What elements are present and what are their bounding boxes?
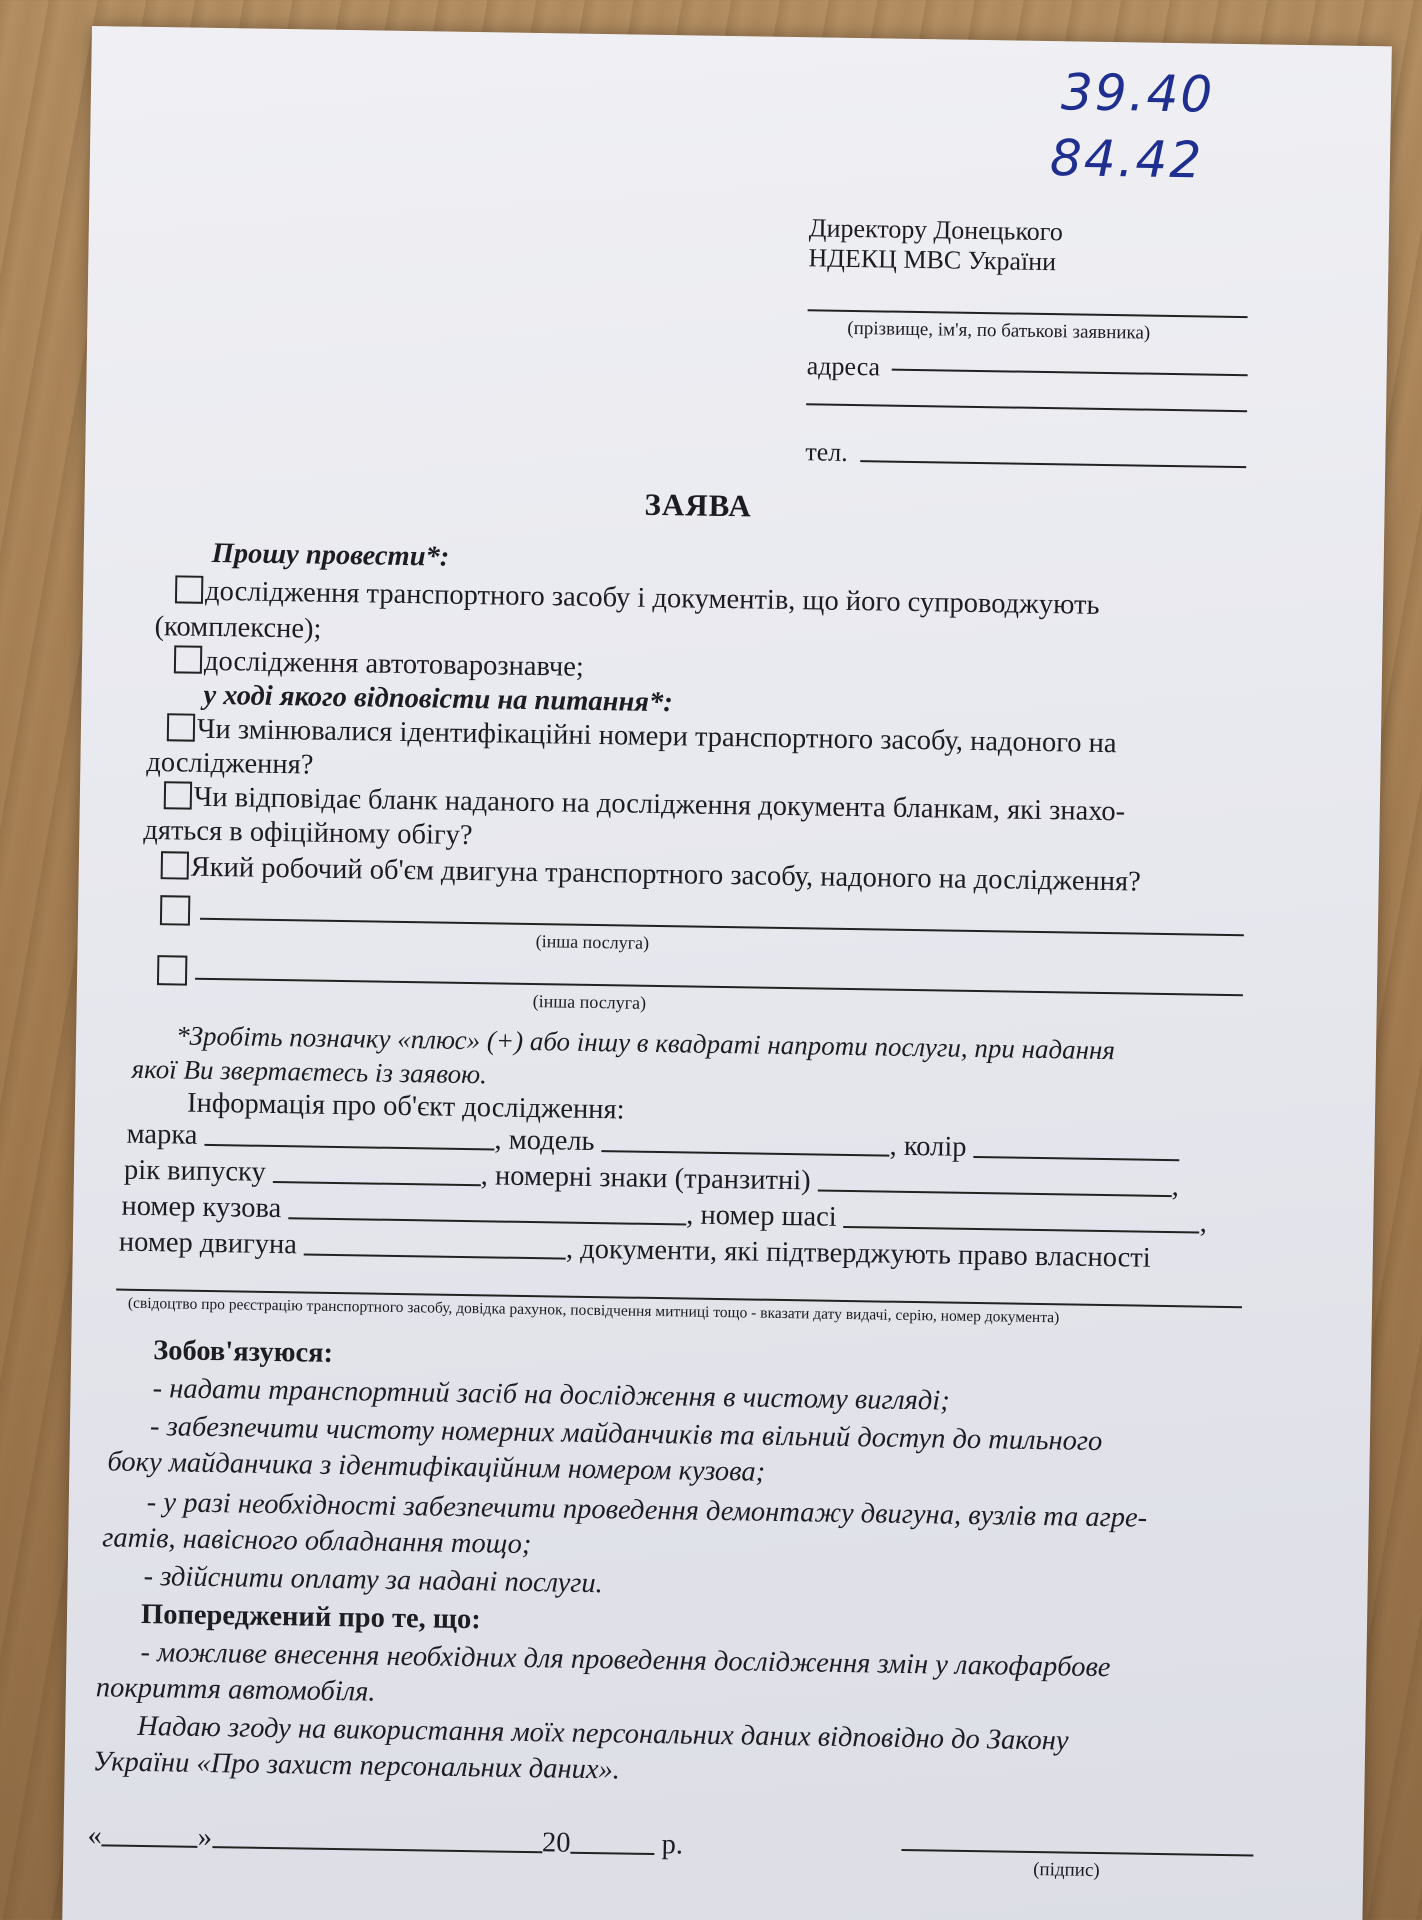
- date-day-field[interactable]: [102, 1822, 198, 1848]
- ownership-docs-caption: (свідоцтво про реєстрацію транспортного засобу, довідка рахунок, посвідчення митниці тощо - вказати дату видачі, серію, номер документа): [127, 1294, 1060, 1327]
- consent-line-2: України «Про захист персональних даних».: [92, 1746, 621, 1786]
- application-form-sheet: [62, 26, 1392, 1920]
- other-service-2-checkbox[interactable]: [157, 955, 187, 985]
- obligation-2-line-2: боку майданчика з ідентифікаційним номером кузова;: [107, 1446, 766, 1488]
- option-appraisal-checkbox[interactable]: [174, 645, 202, 673]
- option-complex-label: дослідження транспортного засобу і документів, що його супроводжують: [204, 575, 1100, 621]
- brand-label: марка: [126, 1118, 198, 1151]
- model-label: , модель: [494, 1124, 595, 1158]
- request-heading: Прошу провести*:: [211, 537, 450, 573]
- obligation-4: - здійснити оплату за надані послуги.: [143, 1561, 604, 1600]
- plates-label: , номерні знаки (транзитні): [480, 1160, 811, 1197]
- date-year-prefix: 20: [541, 1827, 571, 1859]
- color-label: , колір: [889, 1130, 967, 1163]
- engine-number-field[interactable]: [304, 1231, 566, 1259]
- address-label: адреса: [806, 351, 881, 382]
- phone-label: тел.: [805, 437, 849, 467]
- question-vin-changed-checkbox[interactable]: [167, 713, 195, 741]
- other-service-2-caption: (інша послуга): [532, 991, 647, 1013]
- questions-heading: у ході якого відповісти на питання*:: [203, 679, 673, 719]
- question-engine-volume: [161, 849, 1142, 900]
- warning-line-2: покриття автомобіля.: [95, 1672, 376, 1708]
- other-service-2-line[interactable]: [195, 978, 1243, 996]
- date-open-quote: «: [87, 1820, 103, 1852]
- year-label: рік випуску: [123, 1154, 266, 1188]
- year-field[interactable]: [273, 1159, 481, 1186]
- address-line-2[interactable]: [806, 403, 1247, 412]
- date-year-suffix: р.: [661, 1829, 684, 1861]
- obligation-2-line-1: - забезпечити чистоту номерних майданчиків та вільний доступ до тильного: [149, 1411, 1103, 1458]
- address-line-1[interactable]: [892, 369, 1248, 377]
- question-engine-volume-checkbox[interactable]: [161, 851, 189, 879]
- obligation-3-line-2: гатів, навісного обладнання тощо;: [102, 1522, 532, 1561]
- phone-line[interactable]: [860, 460, 1246, 468]
- option-complex-label-cont: (комплексне);: [154, 611, 322, 645]
- obligations-heading: Зобов'язуюся:: [152, 1335, 334, 1369]
- question-form-valid-label: Чи відповідає бланк наданого на дослідження документа бланкам, які знахо-: [193, 781, 1126, 828]
- signature-line[interactable]: [901, 1849, 1253, 1857]
- plates-field[interactable]: [818, 1168, 1172, 1198]
- option-appraisal-label: дослідження автотоварознавче;: [203, 645, 585, 683]
- recipient-line-1: Директору Донецького: [808, 213, 1064, 247]
- obligation-1: - надати транспортний засіб на дослідження в чистому вигляді;: [152, 1373, 950, 1417]
- option-complex-checkbox[interactable]: [175, 575, 203, 603]
- question-form-valid-checkbox[interactable]: [164, 781, 192, 809]
- option-complex: [175, 573, 1275, 626]
- date-field: [87, 1820, 683, 1861]
- warning-heading: Попереджений про те, що:: [140, 1598, 481, 1636]
- other-service-1-line[interactable]: [200, 918, 1244, 936]
- question-vin-changed-cont: дослідження?: [146, 746, 314, 781]
- color-field[interactable]: [974, 1134, 1180, 1161]
- chassis-comma: ,: [1199, 1207, 1208, 1239]
- object-info-heading: Інформація про об'єкт дослідження:: [186, 1087, 625, 1126]
- other-service-1-checkbox[interactable]: [160, 895, 190, 925]
- handwritten-note-1: 39.40: [1060, 63, 1215, 124]
- obligation-3-line-1: - у разі необхідності забезпечити проведення демонтажу двигуна, вузлів та агре-: [146, 1487, 1148, 1534]
- signature-caption: (підпис): [1032, 1859, 1100, 1882]
- date-year-field[interactable]: [570, 1830, 654, 1855]
- date-month-field[interactable]: [212, 1824, 542, 1853]
- date-close-quote: »: [197, 1821, 213, 1854]
- applicant-name-line[interactable]: [808, 309, 1248, 318]
- plates-comma: ,: [1171, 1171, 1180, 1203]
- chassis-number-label: , номер шасі: [686, 1199, 837, 1233]
- engine-number-label: номер двигуна: [118, 1226, 298, 1261]
- body-number-field[interactable]: [288, 1195, 686, 1225]
- marking-note-line-1: *Зробіть позначку «плюс» (+) або іншу в квадраті напроти послуги, при надання: [175, 1020, 1116, 1066]
- marking-note-line-2: якої Ви звертаєтесь із заявою.: [131, 1053, 488, 1090]
- question-engine-volume-label: Який робочий об'єм двигуна транспортного засобу, надоного на дослідження?: [190, 851, 1142, 898]
- brand-field[interactable]: [204, 1122, 494, 1151]
- recipient-line-2: НДЕКЦ МВС України: [808, 243, 1057, 277]
- applicant-name-caption: (прізвище, ім'я, по батькові заявника): [847, 317, 1151, 344]
- model-field[interactable]: [602, 1128, 890, 1157]
- consent-line-1: Надаю згоду на використання моїх персональних даних відповідно до Закону: [137, 1710, 1069, 1757]
- question-vin-changed-label: Чи змінювалися ідентифікаційні номери транспортного засобу, надоного на: [196, 713, 1117, 760]
- ownership-docs-label: , документи, які підтверджують право власності: [565, 1233, 1151, 1274]
- question-form-valid-cont: дяться в офіційному обігу?: [143, 814, 473, 852]
- document-title: ЗАЯВА: [644, 486, 753, 524]
- warning-line-1: - можливе внесення необхідних для проведення дослідження змін у лакофарбове: [140, 1636, 1111, 1684]
- other-service-1-caption: (інша послуга): [535, 931, 650, 953]
- chassis-number-field[interactable]: [844, 1204, 1200, 1234]
- handwritten-note-2: 84.42: [1049, 129, 1204, 190]
- body-number-label: номер кузова: [121, 1190, 282, 1225]
